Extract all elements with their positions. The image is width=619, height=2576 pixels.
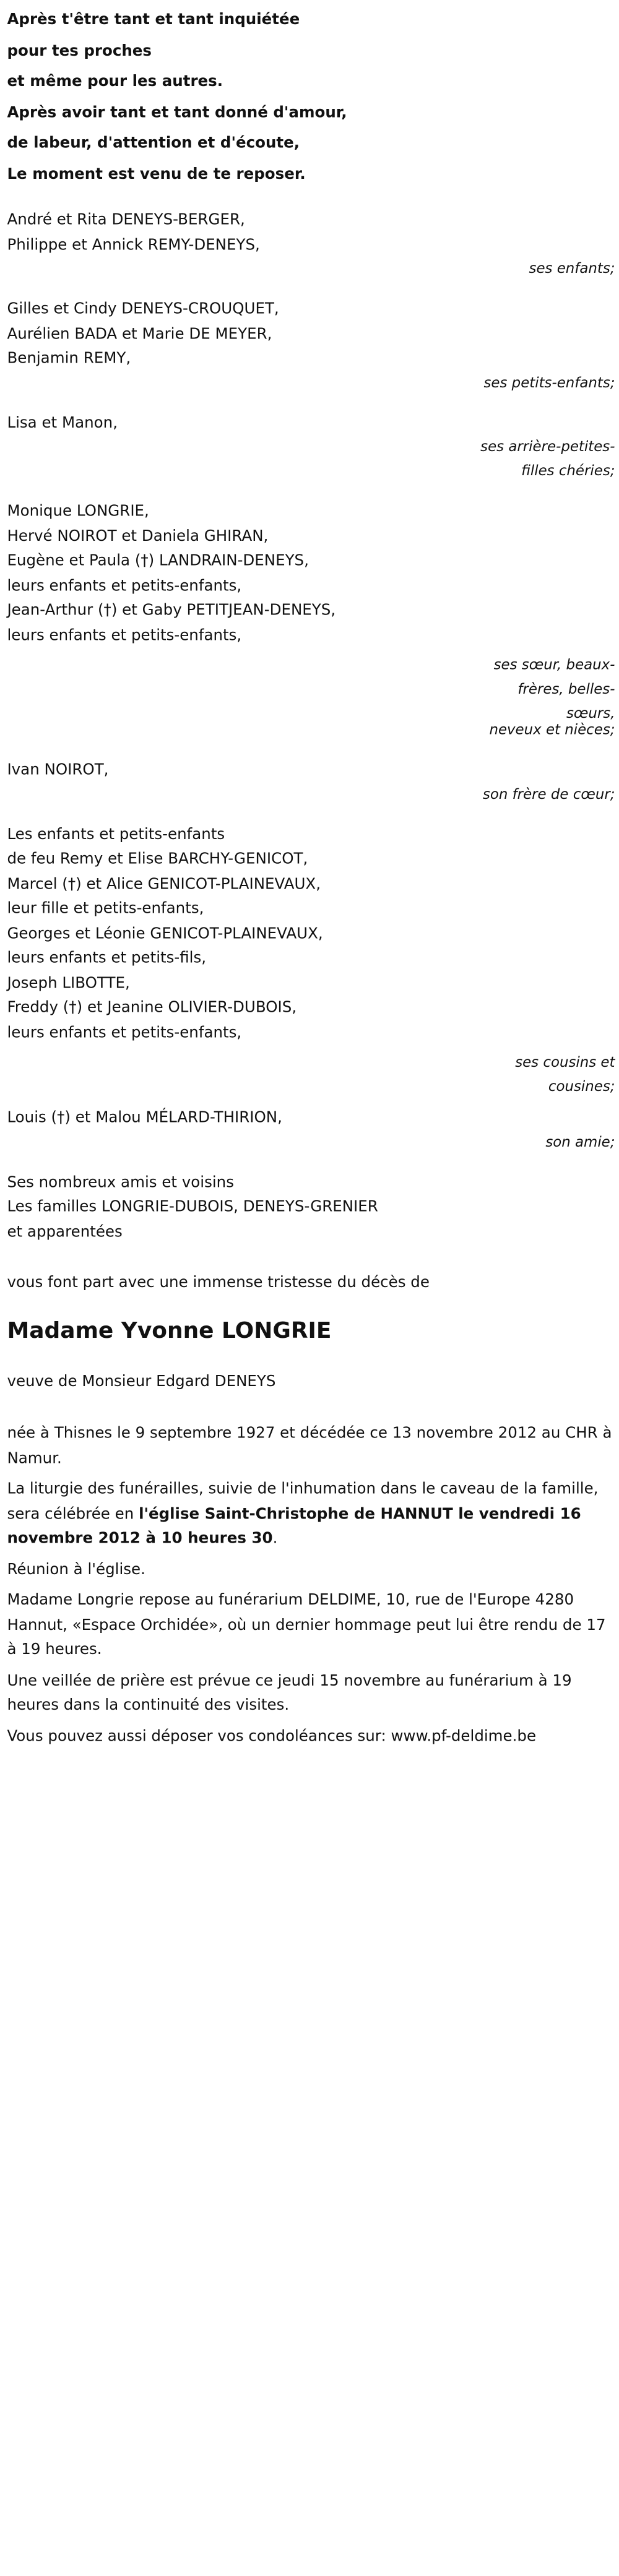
family-name-line: Les enfants et petits-enfants [7, 824, 225, 843]
family-name-line: Freddy (†) et Jeanine OLIVIER-DUBOIS, [7, 997, 297, 1017]
family-group-siblings [0, 499, 619, 743]
widow-of: veuve de Monsieur Edgard DENEYS [7, 1372, 276, 1390]
family-name-line: Benjamin REMY, [7, 348, 131, 368]
family-name-line: Les familles LONGRIE-DUBOIS, DENEYS-GRENIER [7, 1197, 378, 1216]
family-name-line: Monique LONGRIE, [7, 501, 149, 520]
liturgy-location-date: l'église Saint-Christophe de HANNUT le vendredi 16 novembre 2012 à 10 heures 30 [7, 1504, 581, 1548]
family-name-line: Marcel (†) et Alice GENICOT-PLAINEVAUX, [7, 874, 321, 893]
poem-line: pour tes proches [7, 41, 152, 59]
relation-label: ses enfants; [529, 261, 615, 277]
family-name-line: Eugène et Paula (†) LANDRAIN-DENEYS, [7, 551, 309, 569]
poem-line: Après avoir tant et tant donné d'amour, [7, 102, 347, 121]
family-name-line: Ses nombreux amis et voisins [7, 1172, 234, 1191]
family-name-line: Ivan NOIROT, [7, 760, 109, 779]
family-name-line: leurs enfants et petits-enfants, [7, 575, 242, 594]
family-group-children [0, 207, 619, 281]
family-name-line: Gilles et Cindy DENEYS-CROUQUET, [7, 299, 279, 318]
family-group-heart-brother [0, 757, 619, 806]
poem [0, 0, 619, 189]
relation-label: ses arrière-petites- filles chéries; [480, 439, 615, 480]
family-name-line: leurs enfants et petits-enfants, [7, 1022, 242, 1041]
details [0, 1421, 619, 1748]
family-group-cousins [0, 822, 619, 1100]
family-group-friend [0, 1105, 619, 1154]
relation-label: son frère de cœur; [482, 786, 615, 803]
family-group-great-grandchildren [0, 410, 619, 483]
family-name-line: et apparentées [7, 1221, 123, 1241]
deceased-name: Madame Yvonne LONGRIE [7, 1318, 332, 1344]
family-name-line: leurs enfants et petits-enfants, [7, 625, 242, 644]
vigil-paragraph: Une veillée de prière est prévue ce jeudi 15 novembre au funérarium à 19 heures dans la continuité des visites. [7, 1671, 572, 1714]
family-name-line: Louis (†) et Malou MÉLARD-THIRION, [7, 1108, 282, 1127]
family-name-line: Philippe et Annick REMY-DENEYS, [7, 235, 260, 254]
family-name-line: de feu Remy et Elise BARCHY-GENICOT, [7, 849, 308, 868]
family-name-line: Georges et Léonie GENICOT-PLAINEVAUX, [7, 923, 323, 942]
family-name-line: Lisa et Manon, [7, 413, 118, 431]
family-name-line: Jean-Arthur (†) et Gaby PETITJEAN-DENEYS, [7, 600, 336, 619]
poem-line: de labeur, d'attention et d'écoute, [7, 133, 300, 152]
family-name-line: André et Rita DENEYS-BERGER, [7, 210, 245, 229]
family-name-line: leurs enfants et petits-fils, [7, 948, 207, 967]
birth-death-paragraph: née à Thisnes le 9 septembre 1927 et décédée ce 13 novembre 2012 au CHR à Namur. [7, 1423, 612, 1467]
family-group-friends-families [0, 1170, 619, 1244]
family-name-line: Joseph LIBOTTE, [7, 973, 130, 992]
condolences-paragraph: Vous pouvez aussi déposer vos condoléances sur: www.pf-deldime.be [7, 1726, 537, 1745]
relation-label: ses sœur, beaux- frères, belles- sœurs, neveux et nièces; [489, 657, 615, 738]
poem-line: et même pour les autres. [7, 72, 223, 90]
family-name-line: leur fille et petits-enfants, [7, 898, 204, 918]
liturgy-paragraph: La liturgie des funérailles, suivie de l'inhumation dans le caveau de la famille, sera célébrée en l'église Saint-Christophe de HANNUT le vendredi 16 novembre 2012 à 10 heures 30. [7, 1479, 599, 1548]
family-group-grandchildren [0, 296, 619, 395]
relation-label: son amie; [545, 1134, 615, 1150]
relation-label: ses cousins et cousines; [515, 1054, 615, 1095]
family-name-line: Hervé NOIROT et Daniela GHIRAN, [7, 526, 269, 545]
announcement: vous font part avec une immense tristesse du décès de [7, 1273, 430, 1291]
funerarium-paragraph: Madame Longrie repose au funérarium DELDIME, 10, rue de l'Europe 4280 Hannut, «Espace Orchidée», où un dernier hommage peut lui être rendu de 17 à 19 heures. [7, 1590, 606, 1658]
poem-line: Après t'être tant et tant inquiétée [7, 10, 300, 28]
relation-label: ses petits-enfants; [483, 374, 615, 391]
poem-line: Le moment est venu de te reposer. [7, 164, 306, 183]
family-name-line: Aurélien BADA et Marie DE MEYER, [7, 324, 272, 343]
meeting-paragraph: Réunion à l'église. [7, 1559, 145, 1578]
